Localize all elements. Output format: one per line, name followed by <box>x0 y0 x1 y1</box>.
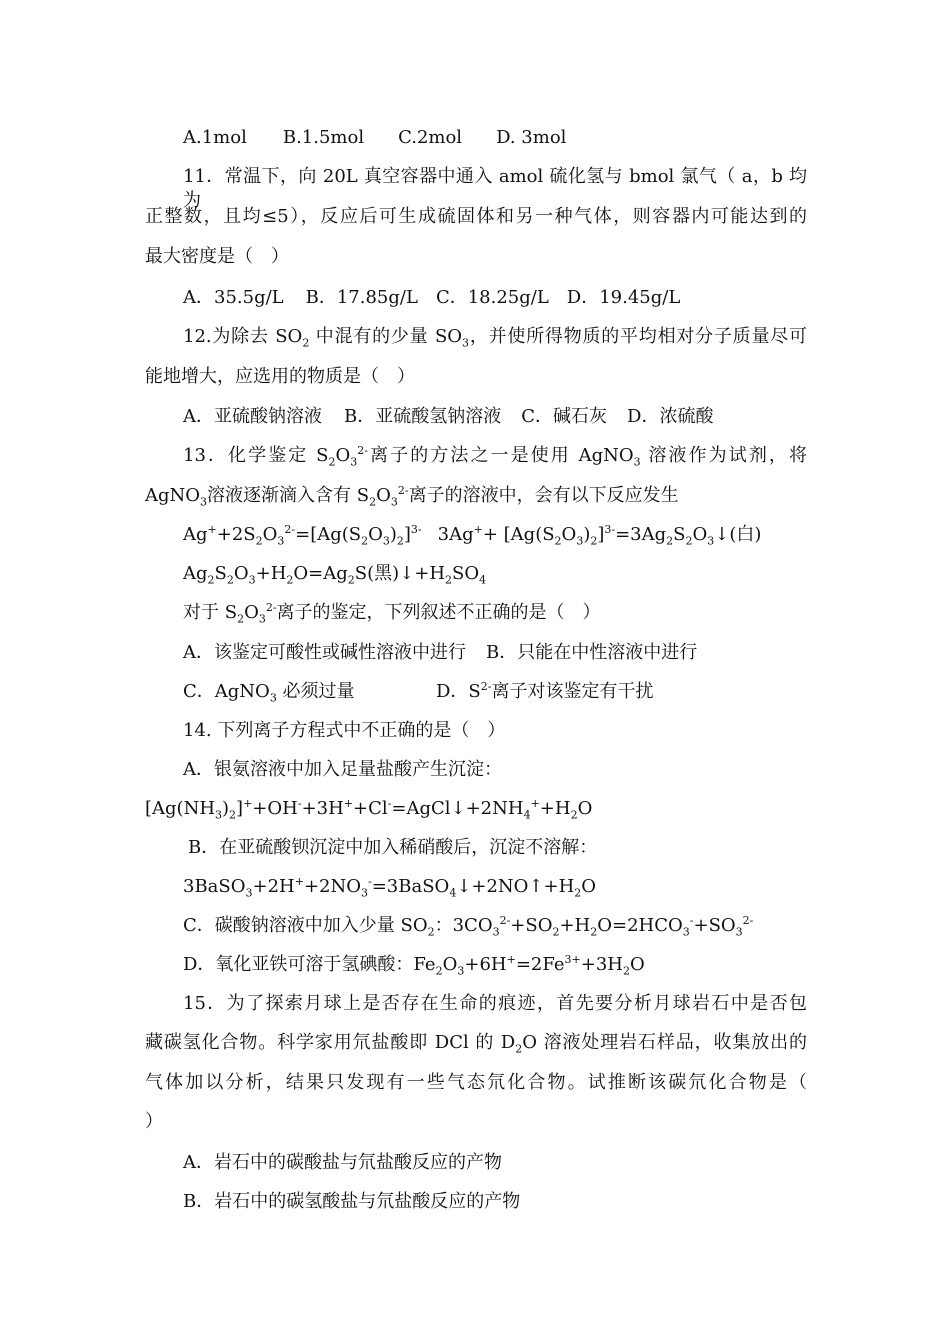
q11-options <box>183 286 680 310</box>
q10-option-a: A.1mol <box>183 127 247 148</box>
q14-title: 14. 下列离子方程式中不正确的是（ ） <box>183 720 506 741</box>
q13-line-1: 13．化学鉴定 $S_2O_3^{2-}$离子的方法之一是使用 AgNO$_3$ 溶液作为试剂，将 <box>183 444 807 469</box>
q14-option-c: C．碳酸钠溶液中加入少量 $SO_2$：$3CO_3^{2-}+SO_2+H_2O=2HCO_3^-+SO_3^{2-}$ <box>183 914 754 939</box>
q13-option-d: D．$S^{2-}$离子对该鉴定有干扰 <box>436 680 654 702</box>
q13-line-2: AgNO$_3$溶液逐渐滴入含有 $S_2O_3^{2-}$离子的溶液中，会有以下反应发生 <box>145 484 679 509</box>
q14-option-d: D．氧化亚铁可溶于氢碘酸：$Fe_2O_3+6H^+=2Fe^{3+}+3H_2O$ <box>183 953 645 978</box>
q13-equation-3: $Ag_2S_2O_3+H_2O=Ag_2S$(黑)$↓+H_2SO_4$ <box>183 563 487 587</box>
q11-option-b: B．17.85g/L <box>305 287 418 308</box>
q11-option-d: D．19.45g/L <box>566 287 681 308</box>
q14-option-b-equation: $3BaSO_3+2H^++2NO_3^-=3BaSO_4↓+2NO↑+H_2O$ <box>183 875 597 900</box>
q15-line-4: ） <box>145 1111 163 1132</box>
q11-option-a: A．35.5g/L <box>183 287 284 308</box>
q12-option-a: A．亚硫酸钠溶液 <box>183 406 322 427</box>
q12-line-1: 12.为除去 $SO_2$ 中混有的少量 $SO_3$，并使所得物质的平均相对分子质量尽可 <box>183 326 807 350</box>
q13-equations-1-2 <box>183 523 761 547</box>
q10-option-c: C.2mol <box>398 127 463 148</box>
q15-line-3: 气体加以分析，结果只发现有一些气态氘化合物。试推断该碳氘化合物是（ <box>145 1072 807 1093</box>
q13-option-c: C．AgNO$_3$ 必须过量 <box>183 681 355 705</box>
q10-option-b: B.1.5mol <box>282 127 365 148</box>
q13-options-ab <box>183 641 697 665</box>
q11-option-c: C．18.25g/L <box>435 287 549 308</box>
q14-option-b-text: B．在亚硫酸钡沉淀中加入稀硝酸后，沉淀不溶解： <box>188 837 598 858</box>
q14-option-a-text: A．银氨溶液中加入足量盐酸产生沉淀： <box>183 759 502 780</box>
q10-option-d: D. 3mol <box>496 127 567 148</box>
q12-option-c: C．碱石灰 <box>521 406 608 427</box>
q11-line-1: 11．常温下，向 20L 真空容器中通入 amol 硫化氢与 bmol 氯气（ a，b 均为 <box>183 166 807 211</box>
q13-option-a: A．该鉴定可酸性或碱性溶液中进行 <box>183 642 466 663</box>
q15-line-1: 15．为了探索月球上是否存在生命的痕迹，首先要分析月球岩石中是否包 <box>183 993 807 1014</box>
q15-option-a: A．岩石中的碳酸盐与氘盐酸反应的产物 <box>183 1152 502 1173</box>
q14-option-a-equation: $[Ag(NH_3)_2]^++OH^-+3H^++Cl^-=AgCl↓+2NH_4^++H_2O$ <box>145 797 593 822</box>
q15-option-b: B．岩石中的碳氢酸盐与氘盐酸反应的产物 <box>183 1191 521 1212</box>
q12-option-d: D．浓硫酸 <box>627 406 714 427</box>
q12-line-2: 能地增大，应选用的物质是（ ） <box>145 366 415 387</box>
q11-line-3: 最大密度是（ ） <box>145 246 289 267</box>
q13-equation-1: $Ag^++2S_2O_3^{2-}=[Ag(S_2O_3)_2]^{3-}$ <box>183 523 422 548</box>
q13-option-b: B．只能在中性溶液中进行 <box>486 642 698 663</box>
q10-options <box>183 126 566 150</box>
q15-line-2: 藏碳氢化合物。科学家用氘盐酸即 DCl 的 $D_2O$ 溶液处理岩石样品，收集放出的 <box>145 1032 807 1056</box>
q13-equation-2: $3Ag^++ [Ag(S_2O_3)_2]^{3-}=3Ag_2S_2O_3↓$(白) <box>437 523 762 548</box>
q12-options <box>183 405 713 429</box>
q11-line-2: 正整数，且均≤5），反应后可生成硫固体和另一种气体，则容器内可能达到的 <box>145 206 807 227</box>
q12-option-b: B．亚硫酸氢钠溶液 <box>344 406 502 427</box>
q13-question: 对于 $S_2O_3^{2-}$离子的鉴定，下列叙述不正确的是（ ） <box>183 601 601 626</box>
